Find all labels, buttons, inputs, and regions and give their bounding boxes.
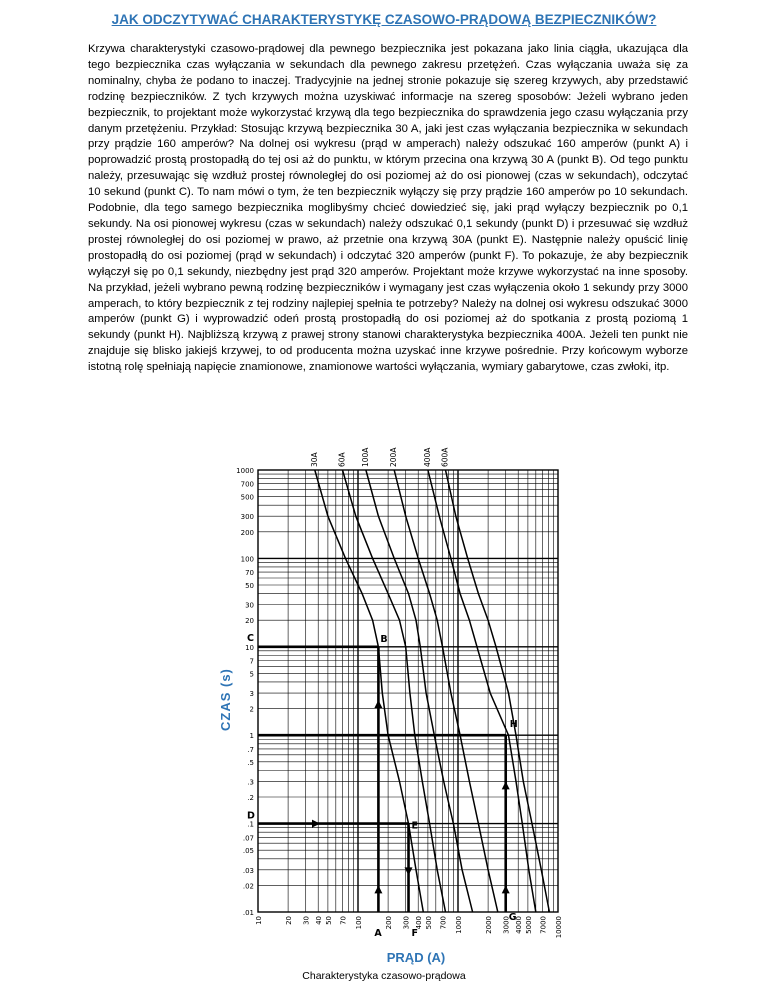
point-label-c: C (247, 632, 254, 644)
series-label: 60A (337, 452, 347, 467)
x-tick-label: 10000 (555, 916, 563, 939)
x-tick-label: 40 (315, 916, 324, 925)
y-tick-label: 700 (240, 480, 254, 489)
y-tick-label: 1000 (236, 467, 254, 475)
x-tick-label: 70 (339, 916, 348, 925)
x-tick-label: 30 (302, 916, 311, 925)
body-paragraph: Krzywa charakterystyki czasowo-prądowej dla pewnego bezpiecznika jest pokazana jako linia ciągła, ukazująca dla tego bezpiecznika czas wyłączania w sekundach dla pewnego zakresu przetężeń. Czas wyłączania uważa się za nominalny, chyba że podano to inaczej. Tradycyjnie na jednej stronie pokazuje się szereg krzywych, aby przedstawić rodzinę bezpieczników. Z tych krzywych można uzyskiwać informacje na szereg sposobów: Jeżeli wybrano jeden bezpiecznik, to projektant może wykorzystać krzywą dla tego bezpiecznika do sprawdzenia jego czasu wyłączania przy danym przetężeniu. Przykład: Stosując krzywą bezpiecznika 30 A, jaki jest czas wyłączania bezpiecznika w sekundach przy prądzie 160 amperów? Na dolnej osi wykresu (prąd w amperach) należy odszukać 160 amperów (punkt A) i poprowadzić prostą prostopadłą do tej osi aż do punktu, w którym przecina ona krzywą 30 A (punkt B). Od tego punktu należy, przesuwając się wzdłuż prostej równoległej do osi poziomej aż do osi pionowej (czas w sekundach), odczytać 10 sekund (punkt C). To nam mówi o tym, że ten bezpiecznik wyłączy się przy prądzie 160 amperów po 10 sekundach. Podobnie, dla tego samego bezpiecznika moglibyśmy chcieć dowiedzieć się, jaki prąd wyłączy bezpiecznik po 0,1 sekundy. Na osi pionowej wykresu (czas w sekundach) należy odszukać 0,1 sekundy (punkt D) i przesuwać się wzdłuż prostej równoległej do osi poziomej w prawo, aż przetnie ona krzywą 30A (punkt E). Następnie należy opuścić linię prostopadłą do osi poziomej (prąd w sekundach) i odczytać 320 amperów (punkt F). To pokazuje, że aby bezpiecznik wyłączył się po 0,1 sekundy, niezbędny jest prąd 320 amperów. Projektant może krzywe wykorzystać na inne sposoby. Na przykład, jeżeli wybrano pewną rodzinę bezpieczników i wymagany jest czas wyłączenia około 1 sekundy przy 3000 amperach, to który bezpiecznik z tej rodziny najlepiej spełnia te potrzeby? Należy na dolnej osi wykresu odszukać 3000 amperów (punkt G) i wyprowadzić odeń prostą prostopadłą do osi poziomej aż do spotkania z prostą poziomą 1 sekundy (punkt H). Najbliższą krzywą z prawej strony stanowi charakterystyka bezpiecznika 400A. Jeżeli ten punkt nie znajduje się blisko jakiejś krzywej, to od producenta można uzyskać inne krzywe pośrednie. Przy końcowym wyborze istotną rolę spełniają napięcie znamionowe, znamionowe wartości wyłączania, wymiary gabarytowe, czas zwłoki, itp. (88, 43, 688, 374)
point-label-h: H (509, 719, 518, 731)
y-tick-label: 70 (245, 569, 254, 578)
y-tick-label: .07 (242, 834, 254, 843)
x-tick-label: 200 (385, 916, 394, 930)
figure-caption: Charakterystyka czasowo-prądowa (302, 970, 466, 982)
y-tick-label: 1 (249, 732, 254, 741)
series-label: 200A (389, 447, 399, 467)
x-tick-label: 1000 (455, 916, 463, 934)
y-tick-label: 500 (240, 493, 254, 502)
x-tick-label: 10 (255, 916, 263, 925)
x-tick-label: 400 (415, 916, 424, 930)
y-tick-label: .05 (242, 847, 254, 856)
x-tick-label: 5000 (524, 916, 533, 934)
y-tick-label: 30 (245, 601, 254, 610)
series-label: 600A (440, 447, 450, 467)
x-tick-label: 50 (324, 916, 333, 925)
y-axis-title: CZAS (s) (218, 668, 233, 731)
x-tick-label: 3000 (502, 916, 511, 934)
point-label-f: F (411, 928, 419, 939)
y-tick-label: .1 (247, 820, 254, 829)
x-tick-label: 7000 (539, 916, 548, 934)
x-axis-title: PRĄD (A) (386, 950, 446, 965)
x-tick-label: 500 (424, 916, 433, 930)
series-label: 400A (422, 447, 432, 467)
y-tick-label: 50 (245, 582, 254, 591)
point-label-d: D (247, 810, 255, 822)
y-tick-label: .5 (247, 758, 254, 767)
fuse-time-current-chart (196, 440, 568, 970)
series-label: 30A (309, 452, 319, 467)
y-tick-label: 20 (245, 617, 254, 626)
y-tick-label: 5 (249, 670, 254, 679)
x-tick-label: 700 (439, 916, 448, 930)
point-label-b: B (380, 633, 388, 645)
page-title: JAK ODCZYTYWAĆ CHARAKTERYSTYKĘ CZASOWO-PRĄDOWĄ BEZPIECZNIKÓW? (111, 12, 657, 27)
y-tick-label: .2 (247, 793, 254, 802)
point-label-a: A (374, 928, 382, 939)
y-tick-label: 10 (245, 643, 254, 652)
y-tick-label: 200 (240, 528, 254, 537)
y-tick-label: .03 (242, 866, 254, 875)
y-tick-label: .02 (242, 882, 254, 891)
y-tick-label: 2 (249, 705, 254, 714)
x-tick-label: 100 (355, 916, 363, 930)
y-tick-label: 100 (240, 555, 254, 564)
x-tick-label: 300 (402, 916, 411, 930)
y-tick-label: .3 (247, 778, 254, 787)
x-tick-label: 2000 (485, 916, 494, 934)
y-tick-label: 3 (249, 690, 254, 699)
x-tick-label: 4000 (515, 916, 524, 934)
series-label: 100A (360, 447, 370, 467)
x-tick-label: 20 (285, 916, 294, 925)
point-label-g: G (508, 912, 517, 923)
y-tick-label: .01 (242, 909, 254, 917)
point-label-e: E (411, 820, 419, 832)
y-tick-label: 300 (240, 513, 254, 522)
y-tick-label: 7 (249, 657, 254, 666)
y-tick-label: .7 (247, 745, 254, 754)
